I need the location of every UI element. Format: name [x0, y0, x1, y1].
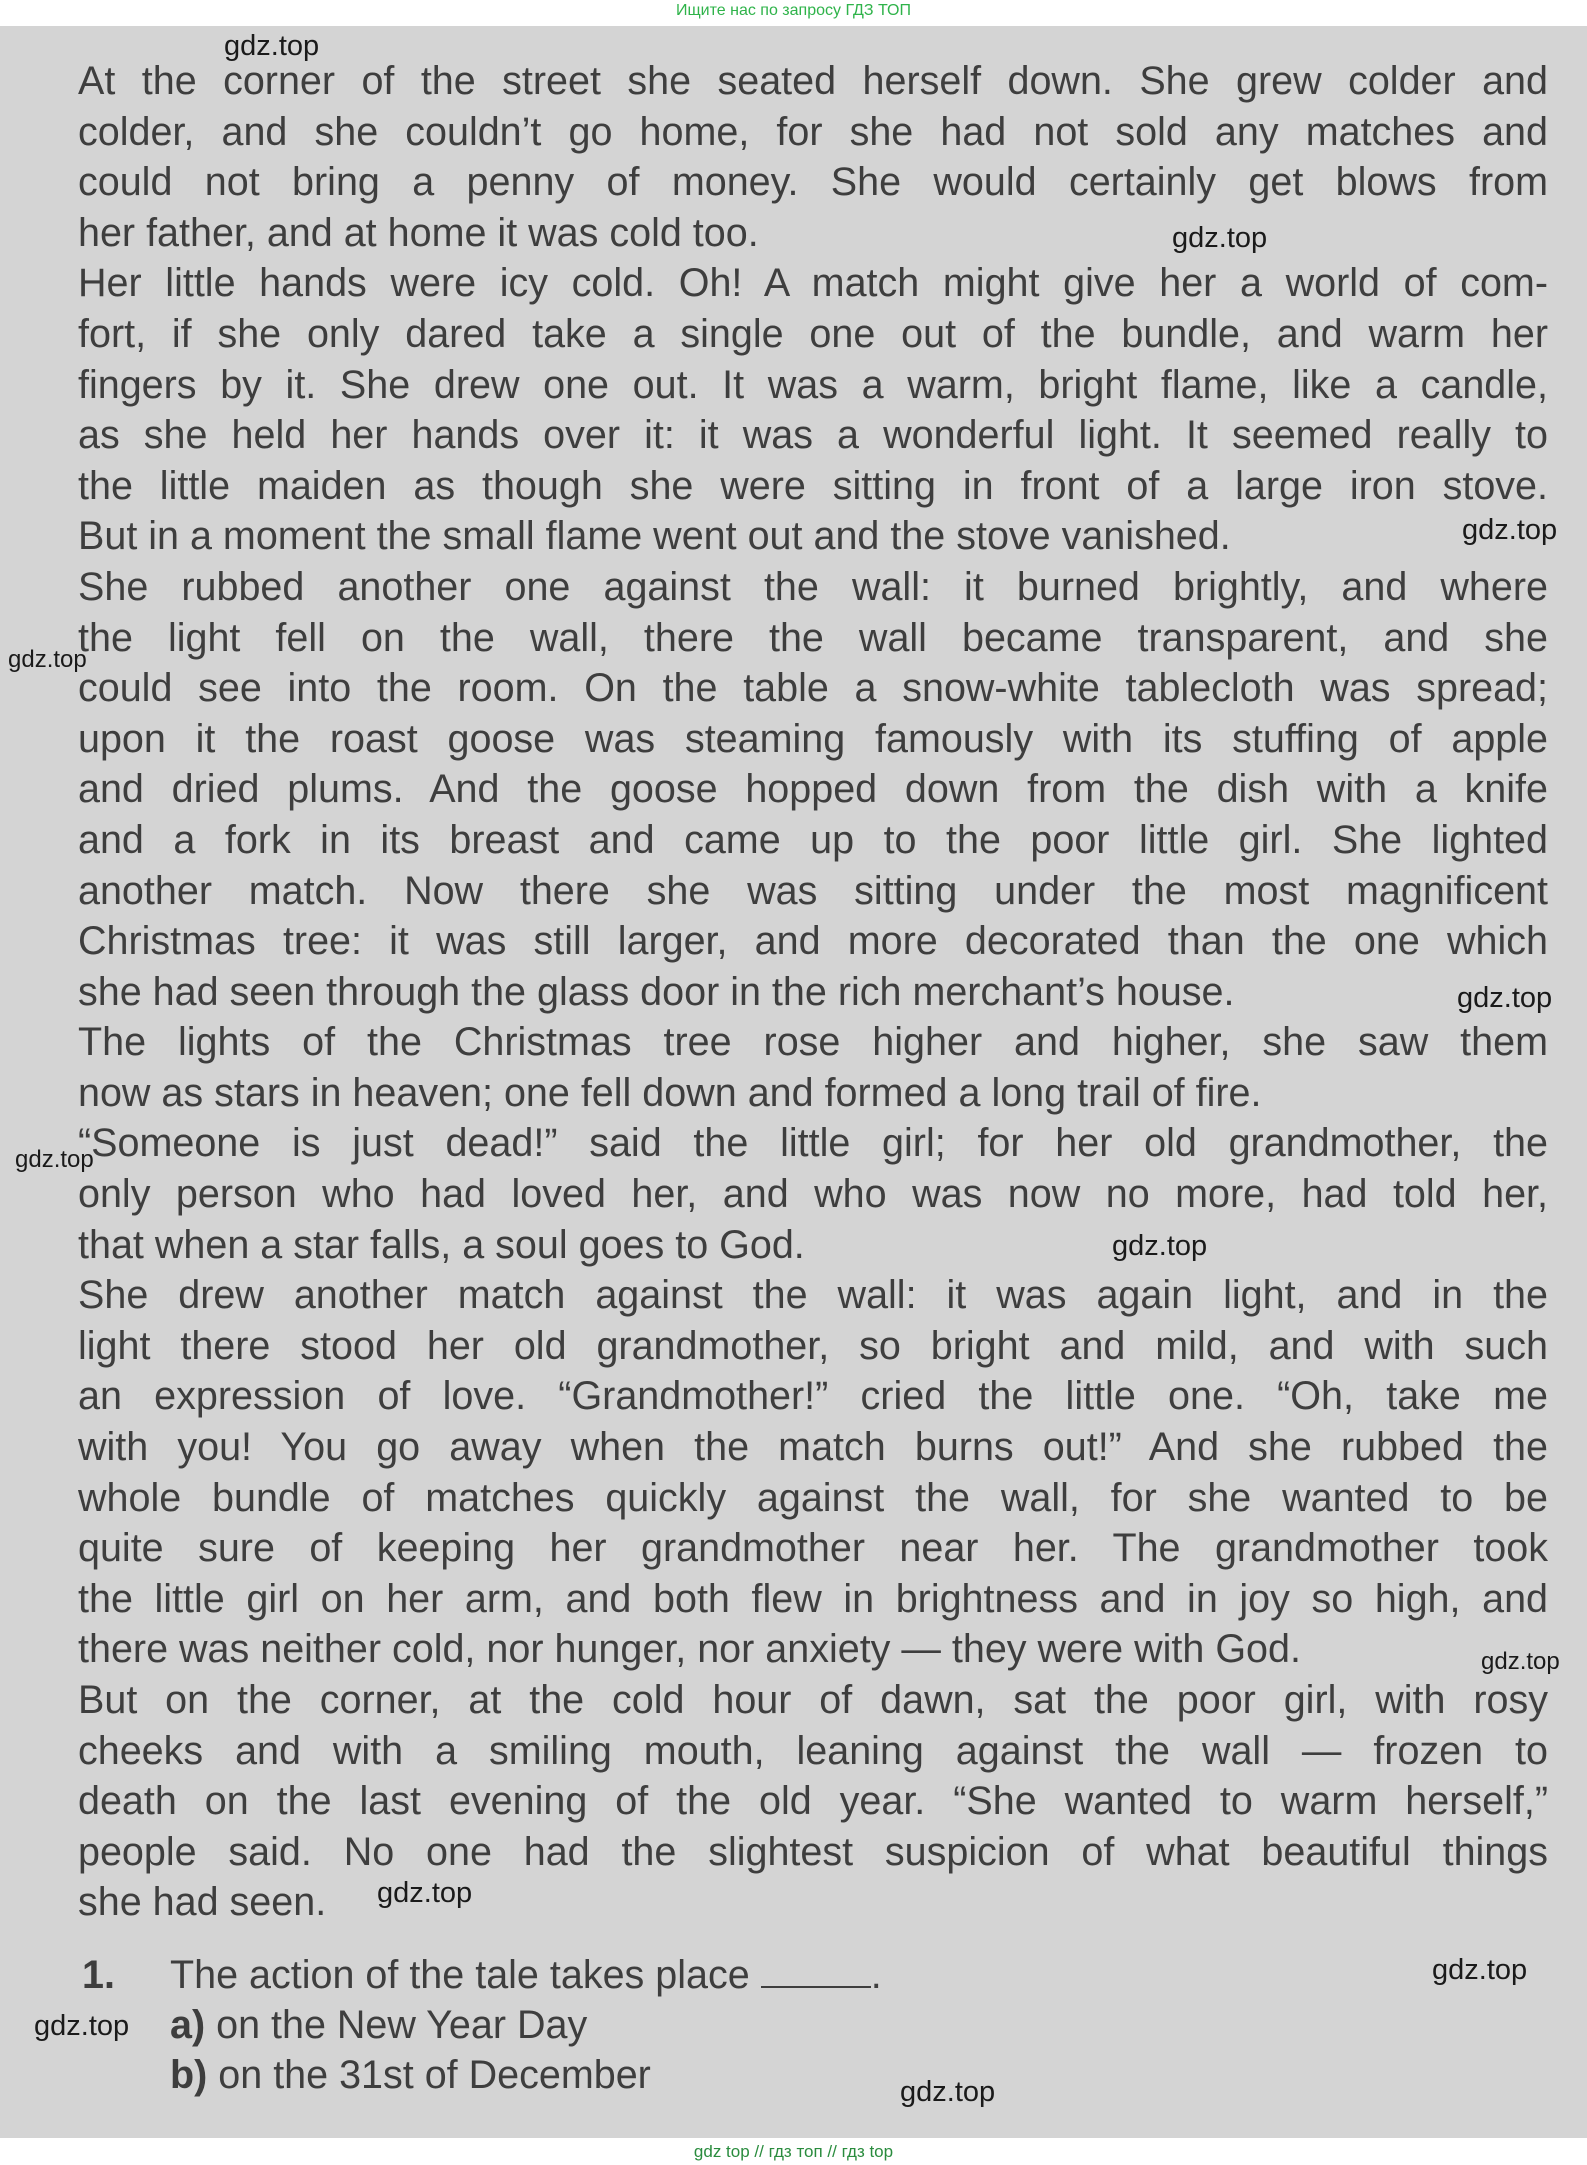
text-line: the little maiden as though she were sitting in front of a large iron stove. — [78, 463, 1548, 508]
option-text: on the New Year Day — [216, 2003, 588, 2047]
option-a — [82, 2000, 882, 2050]
text-line: She drew another match against the wall: it was again light, and in the — [78, 1273, 1548, 1318]
text-line: with you! You go away when the match burns out!” And she rubbed the — [78, 1425, 1548, 1470]
question-stem-row — [82, 1950, 882, 2000]
text-line: She rubbed another one against the wall: it burned brightly, and where — [78, 564, 1548, 609]
question-stem: The action of the tale takes place — [170, 1953, 750, 1997]
watermark: gdz.top — [8, 646, 87, 673]
text-line: But on the corner, at the cold hour of dawn, sat the poor girl, with rosy — [78, 1678, 1548, 1722]
footer-links[interactable]: gdz top // гдз топ // гдз top — [0, 2138, 1587, 2165]
text-line: Her little hands were icy cold. Oh! A match might give her a world of com- — [78, 261, 1548, 306]
option-b — [82, 2050, 882, 2100]
question-number: 1. — [82, 1953, 115, 1997]
text-line: now as stars in heaven; one fell down and formed a long trail of fire. — [78, 1070, 1262, 1115]
option-letter: a) — [170, 2003, 206, 2047]
answer-blank — [761, 1956, 871, 1988]
text-line: quite sure of keeping her grandmother near her. The grandmother took — [78, 1526, 1548, 1571]
text-line: and dried plums. And the goose hopped down from the dish with a knife — [78, 767, 1548, 812]
text-line: there was neither cold, nor hunger, nor anxiety — they were with God. — [78, 1627, 1301, 1672]
top-banner[interactable]: Ищите нас по запросу ГДЗ ТОП — [0, 0, 1587, 26]
watermark: gdz.top — [1481, 1648, 1560, 1675]
text-line: and a fork in its breast and came up to the poor little girl. She lighted — [78, 817, 1548, 862]
text-line: death on the last evening of the old year. “She wanted to warm herself,” — [78, 1779, 1548, 1824]
text-line: cheeks and with a smiling mouth, leaning against the wall — frozen to — [78, 1728, 1548, 1773]
watermark: gdz.top — [224, 30, 320, 62]
text-line: whole bundle of matches quickly against the wall, for she wanted to be — [78, 1475, 1548, 1520]
text-line: people said. No one had the slightest suspicion of what beautiful things — [78, 1829, 1548, 1874]
text-line: But in a moment the small flame went out and the stove vanished. — [78, 514, 1231, 559]
text-line: At the corner of the street she seated herself down. She grew colder and — [78, 59, 1548, 103]
text-line: her father, and at home it was cold too. — [78, 210, 759, 255]
option-text: on the 31st of December — [218, 2053, 651, 2097]
watermark: gdz.top — [377, 1877, 473, 1909]
text-line: could not bring a penny of money. She would certainly get blows from — [78, 160, 1548, 205]
watermark: gdz.top — [15, 1146, 94, 1173]
question-end: . — [870, 1953, 882, 1997]
text-line: light there stood her old grandmother, so bright and mild, and with such — [78, 1323, 1548, 1368]
watermark: gdz.top — [1112, 1230, 1208, 1262]
text-line: the little girl on her arm, and both flew in brightness and in joy so high, and — [78, 1576, 1548, 1621]
text-line: “Someone is just dead!” said the little girl; for her old grandmother, the — [78, 1121, 1548, 1166]
watermark: gdz.top — [1462, 514, 1558, 546]
text-line: colder, and she couldn’t go home, for she had not sold any matches and — [78, 109, 1548, 154]
text-line: could see into the room. On the table a snow-white tablecloth was spread; — [78, 666, 1548, 711]
watermark: gdz.top — [1457, 982, 1553, 1014]
text-line: she had seen. — [78, 1880, 327, 1925]
text-line: Christmas tree: it was still larger, and more decorated than the one which — [78, 919, 1548, 964]
text-line: that when a star falls, a soul goes to God. — [78, 1222, 805, 1267]
watermark: gdz.top — [900, 2076, 996, 2108]
watermark: gdz.top — [1172, 222, 1268, 254]
text-line: upon it the roast goose was steaming famously with its stuffing of apple — [78, 716, 1548, 761]
story-text — [78, 56, 1558, 1928]
watermark: gdz.top — [1432, 1954, 1528, 1986]
text-line: The lights of the Christmas tree rose higher and higher, she saw them — [78, 1020, 1548, 1065]
text-line: an expression of love. “Grandmother!” cried the little one. “Oh, take me — [78, 1374, 1548, 1419]
text-line: as she held her hands over it: it was a wonderful light. It seemed really to — [78, 413, 1548, 458]
text-line: fingers by it. She drew one out. It was a warm, bright flame, like a candle, — [78, 362, 1548, 407]
text-line: she had seen through the glass door in the rich merchant’s house. — [78, 969, 1235, 1014]
text-line: the light fell on the wall, there the wall became transparent, and she — [78, 615, 1548, 660]
text-line: another match. Now there she was sitting under the most magnificent — [78, 868, 1548, 913]
question-1 — [82, 1950, 882, 2100]
watermark: gdz.top — [34, 2010, 130, 2042]
text-line: fort, if she only dared take a single one out of the bundle, and warm her — [78, 311, 1548, 356]
text-line: only person who had loved her, and who was now no more, had told her, — [78, 1172, 1548, 1217]
option-letter: b) — [170, 2053, 208, 2097]
